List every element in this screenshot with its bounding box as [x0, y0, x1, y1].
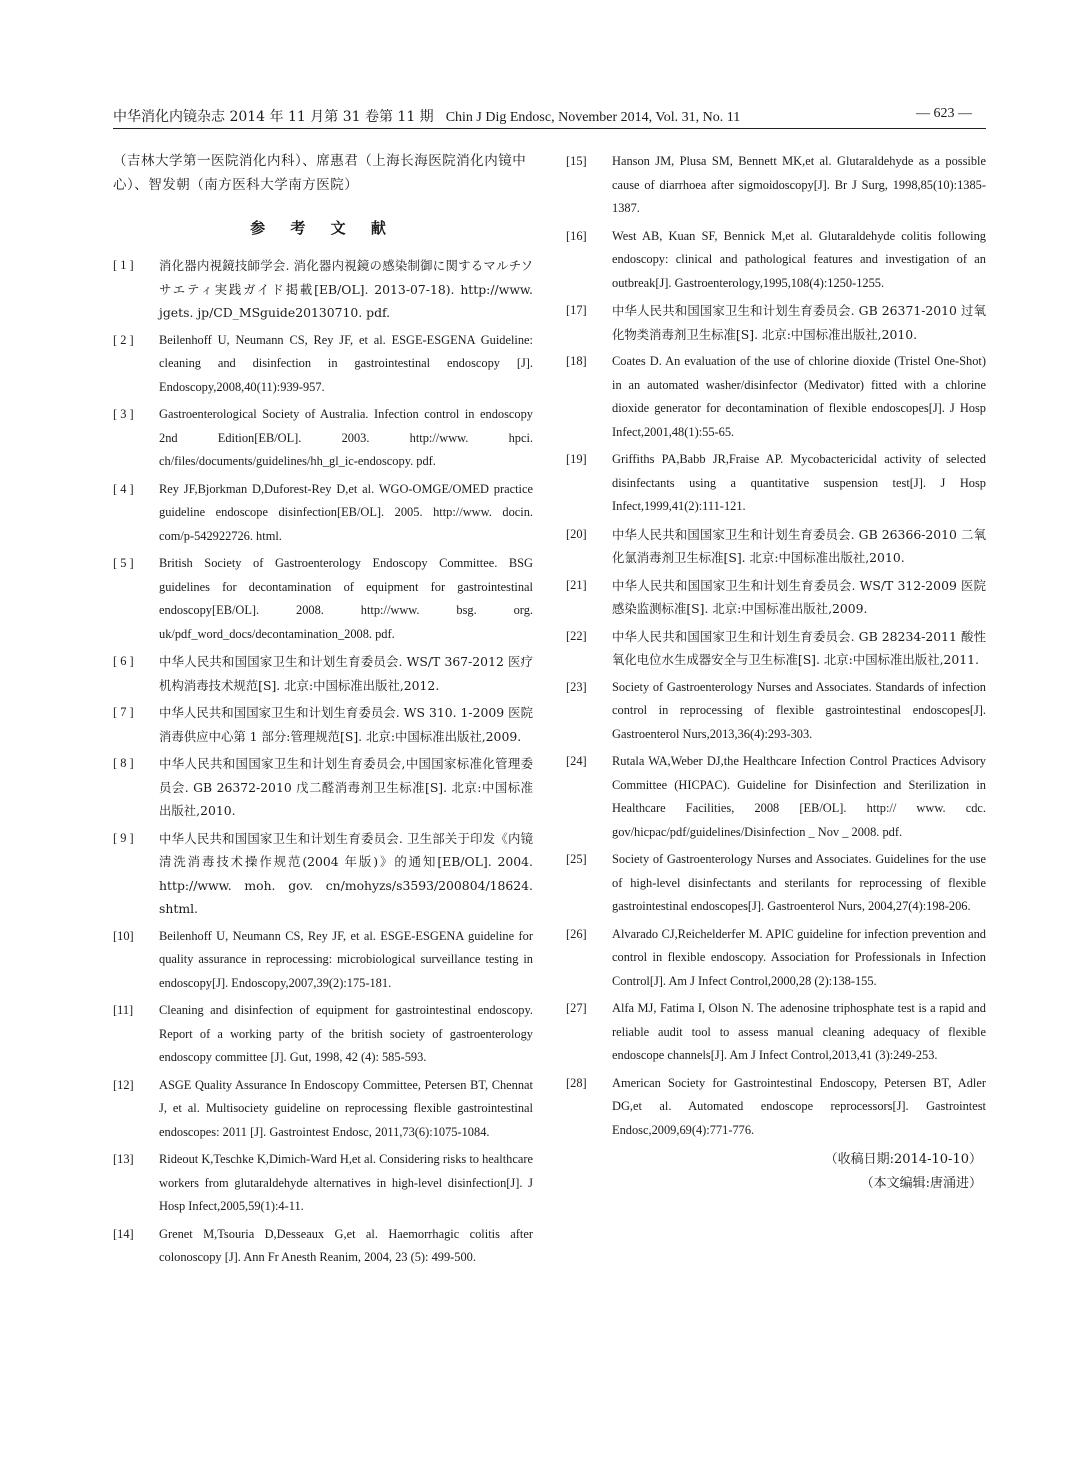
reference-number: [27] [566, 1001, 587, 1015]
right-column [566, 150, 986, 1196]
reference-item [566, 1072, 986, 1143]
reference-number: [28] [566, 1075, 587, 1090]
reference-text: Alvarado CJ,Reichelderfer M. APIC guideline for infection prevention and control in flexible endoscopy. Association for Professionals in Infection Control[J]. Am J Infect Control,2000,28 (2):138-155. [612, 926, 986, 988]
reference-number: [22] [566, 628, 587, 643]
reference-item [113, 1148, 533, 1219]
reference-text: 中华人民共和国国家卫生和计划生育委员会,中国国家标准化管理委员会. GB 26372-2010 戊二醛消毒剂卫生标准[S]. 北京:中国标准出版社,2010. [159, 756, 533, 818]
left-column [113, 150, 533, 1274]
reference-number: [20] [566, 526, 587, 541]
journal-title-cn: 中华消化内镜杂志 2014 年 11 月第 31 卷第 11 期 [113, 109, 434, 125]
running-header [113, 104, 986, 129]
reference-item [566, 574, 986, 621]
reference-text: 中华人民共和国国家卫生和计划生育委员会. WS 310. 1-2009 医院消毒供应中心第 1 部分:管理规范[S]. 北京:中国标准出版社,2009. [159, 705, 533, 744]
reference-item [566, 225, 986, 296]
reference-number: [17] [566, 303, 587, 317]
reference-item [566, 150, 986, 221]
reference-number: [ 1 ] [113, 258, 134, 272]
reference-text: British Society of Gastroenterology Endoscopy Committee. BSG guidelines for decontamination of equipment for gastrointestinal endoscopy[EB/OL]. 2008. http://www. bsg. org. uk/pdf_word_docs/decontamination_2008. pdf. [159, 556, 533, 641]
editor-note: （本文编辑:唐涌进） [860, 1176, 982, 1191]
reference-text: Beilenhoff U, Neumann CS, Rey JF, et al. ESGE-ESGENA Guideline: cleaning and disinfection in gastrointestinal endoscopy [J]. Endoscopy,2008,40(11):939-957. [159, 332, 533, 394]
reference-item [566, 523, 986, 570]
reference-item [113, 478, 533, 549]
reference-number: [ 6 ] [113, 654, 134, 668]
reference-item [566, 350, 986, 444]
reference-item [113, 1074, 533, 1145]
reference-number: [ 9 ] [113, 830, 134, 845]
reference-item [113, 827, 533, 921]
reference-number: [23] [566, 679, 587, 694]
reference-number: [25] [566, 852, 587, 866]
reference-number: [11] [113, 1003, 134, 1017]
reference-text: Beilenhoff U, Neumann CS, Rey JF, et al. ESGE-ESGENA guideline for quality assurance in reprocessing: microbiological surveillance testing in endoscopy[J]. Endoscopy,2007,39(2):175-181. [159, 928, 533, 990]
reference-number: [10] [113, 928, 134, 943]
reference-number: [15] [566, 154, 587, 168]
reference-item [566, 299, 986, 346]
reference-number: [ 3 ] [113, 407, 134, 421]
reference-text: 中华人民共和国国家卫生和计划生育委员会. GB 26366-2010 二氧化氯消毒剂卫生标准[S]. 北京:中国标准出版社,2010. [612, 526, 986, 565]
reference-number: [26] [566, 926, 587, 941]
reference-text: Griffiths PA,Babb JR,Fraise AP. Mycobactericidal activity of selected disinfectants using a quantitative suspension test[J]. J Hosp Infect,1999,41(2):111-121. [612, 452, 986, 513]
reference-number: [ 2 ] [113, 332, 134, 347]
reference-number: [ 8 ] [113, 756, 134, 770]
reference-text: Coates D. An evaluation of the use of chlorine dioxide (Tristel One-Shot) in an automated washer/disinfector (Medivator) fitted with a chlorine dioxide generator for decontamination of flexible endoscopes[J]. J Hosp Infect,2001,48(1):55-65. [612, 354, 986, 439]
reference-item [113, 329, 533, 400]
reference-number: [ 7 ] [113, 705, 134, 719]
reference-text: Society of Gastroenterology Nurses and Associates. Standards of infection control in reprocessing of flexible gastrointestinal endoscopes[J]. Gastroenterol Nurs,2013,36(4):293-303. [612, 679, 986, 741]
reference-number: [14] [113, 1226, 134, 1241]
reference-item [113, 925, 533, 996]
reference-item [113, 1223, 533, 1270]
reference-item [113, 999, 533, 1070]
reference-item [566, 997, 986, 1068]
journal-title-en: Chin J Dig Endosc, November 2014, Vol. 31, No. 11 [445, 110, 741, 125]
reference-text: 中华人民共和国国家卫生和计划生育委员会. WS/T 312-2009 医院感染监测标准[S]. 北京:中国标准出版社,2009. [612, 577, 986, 616]
reference-text: 消化器内視鏡技師学会. 消化器内視鏡の感染制御に関するマルチソサエティ実践ガイド掲載[EB/OL]. 2013-07-18). http://www. jgets. jp/CD_MSguide20130710. pdf. [159, 258, 533, 320]
reference-item [566, 676, 986, 747]
reference-list-left [113, 254, 533, 1270]
reference-text: Grenet M,Tsouria D,Desseaux G,et al. Haemorrhagic colitis after colonoscopy [J]. Ann Fr Anesth Reanim, 2004, 23 (5): 499-500. [159, 1226, 533, 1264]
reference-number: [ 5 ] [113, 556, 134, 570]
reference-item [113, 552, 533, 646]
reference-text: Gastroenterological Society of Australia. Infection control in endoscopy 2nd Edition[EB/OL]. 2003. http://www. hpci. ch/files/documents/guidelines/hh_gl_ic-endoscopy. pdf. [159, 407, 533, 468]
reference-text: Rideout K,Teschke K,Dimich-Ward H,et al. Considering risks to healthcare workers from glutaraldehyde alternatives in high-level disinfection[J]. J Hosp Infect,2005,59(1):4-11. [159, 1152, 533, 1213]
reference-item [113, 701, 533, 748]
reference-item [113, 403, 533, 474]
reference-text: Society of Gastroenterology Nurses and Associates. Guidelines for the use of high-level disinfectants and sterilants for reprocessing of flexible gastrointestinal endoscopes[J]. Gastroenterol Nurs, 2004,27(4):198-206. [612, 852, 986, 913]
reference-list-right [566, 150, 986, 1142]
reference-number: [24] [566, 754, 587, 768]
author-affiliations: （吉林大学第一医院消化内科）、席惠君（上海长海医院消化内镜中心）、智发朝（南方医科大学南方医院） [113, 153, 527, 193]
reference-text: 中华人民共和国国家卫生和计划生育委员会. WS/T 367-2012 医疗机构消毒技术规范[S]. 北京:中国标准出版社,2012. [159, 654, 533, 693]
reference-text: 中华人民共和国国家卫生和计划生育委员会. 卫生部关于印发《内镜清洗消毒技术操作规范(2004 年版)》的通知[EB/OL]. 2004. http://www. moh. gov. cn/mohyzs/s3593/200804/18624. shtml. [159, 830, 533, 916]
reference-number: [19] [566, 452, 587, 466]
reference-text: 中华人民共和国国家卫生和计划生育委员会. GB 26371-2010 过氧化物类消毒剂卫生标准[S]. 北京:中国标准出版社,2010. [612, 303, 986, 342]
reference-item [113, 254, 533, 325]
reference-item [113, 650, 533, 697]
reference-number: [ 4 ] [113, 481, 134, 496]
reference-text: Rutala WA,Weber DJ,the Healthcare Infection Control Practices Advisory Committee (HICPAC). Guideline for Disinfection and Sterilization in Healthcare Facilities, 2008 [EB/OL]. http:// www. cdc. gov/hicpac/pdf/guidelines/Disinfection _ Nov _ 2008. pdf. [612, 754, 986, 839]
reference-text: 中华人民共和国国家卫生和计划生育委员会. GB 28234-2011 酸性氧化电位水生成器安全与卫生标准[S]. 北京:中国标准出版社,2011. [612, 628, 986, 667]
references-heading: 参 考 文 献 [250, 219, 396, 237]
reference-number: [12] [113, 1077, 134, 1092]
page-number: — 623 — [916, 106, 972, 121]
reference-text: Cleaning and disinfection of equipment for gastrointestinal endoscopy. Report of a working party of the british society of gastroenterology endoscopy committee [J]. Gut, 1998, 42 (4): 585-593. [159, 1003, 533, 1064]
reference-item [566, 448, 986, 519]
reference-text: Rey JF,Bjorkman D,Duforest-Rey D,et al. WGO-OMGE/OMED practice guideline endoscope disinfection[EB/OL]. 2005. http://www. docin. com/p-542922726. html. [159, 481, 533, 543]
reference-item [113, 752, 533, 823]
reference-text: ASGE Quality Assurance In Endoscopy Committee, Petersen BT, Chennat J, et al. Multisociety guideline on reprocessing flexible gastrointestinal endoscopes: 2011 [J]. Gastrointest Endosc, 2011,73(6):1075-1084. [159, 1077, 533, 1139]
reference-text: Alfa MJ, Fatima I, Olson N. The adenosine triphosphate test is a rapid and reliable audit tool to assess manual cleaning adequacy of flexible endoscope channels[J]. Am J Infect Control,2013,41 (3):249-253. [612, 1001, 986, 1062]
reference-number: [16] [566, 228, 587, 243]
reference-item [566, 750, 986, 844]
reference-item [566, 848, 986, 919]
reference-item [566, 923, 986, 994]
reference-number: [21] [566, 577, 587, 592]
journal-citation [113, 106, 740, 126]
reference-number: [18] [566, 354, 587, 368]
reference-text: American Society for Gastrointestinal Endoscopy, Petersen BT, Adler DG,et al. Automated endoscope reprocessors[J]. Gastrointest Endosc,2009,69(4):771-776. [612, 1075, 986, 1137]
reference-number: [13] [113, 1152, 134, 1166]
received-date: （收稿日期:2014-10-10） [824, 1152, 982, 1167]
reference-text: Hanson JM, Plusa SM, Bennett MK,et al. Glutaraldehyde as a possible cause of diarrhoea after sigmoidoscopy[J]. Br J Surg, 1998,85(10):1385-1387. [612, 154, 986, 215]
reference-item [566, 625, 986, 672]
reference-text: West AB, Kuan SF, Bennick M,et al. Glutaraldehyde colitis following endoscopy: clinical and pathological features and investigation of an outbreak[J]. Gastroenterology,1995,108(4):1250-1255. [612, 228, 986, 290]
